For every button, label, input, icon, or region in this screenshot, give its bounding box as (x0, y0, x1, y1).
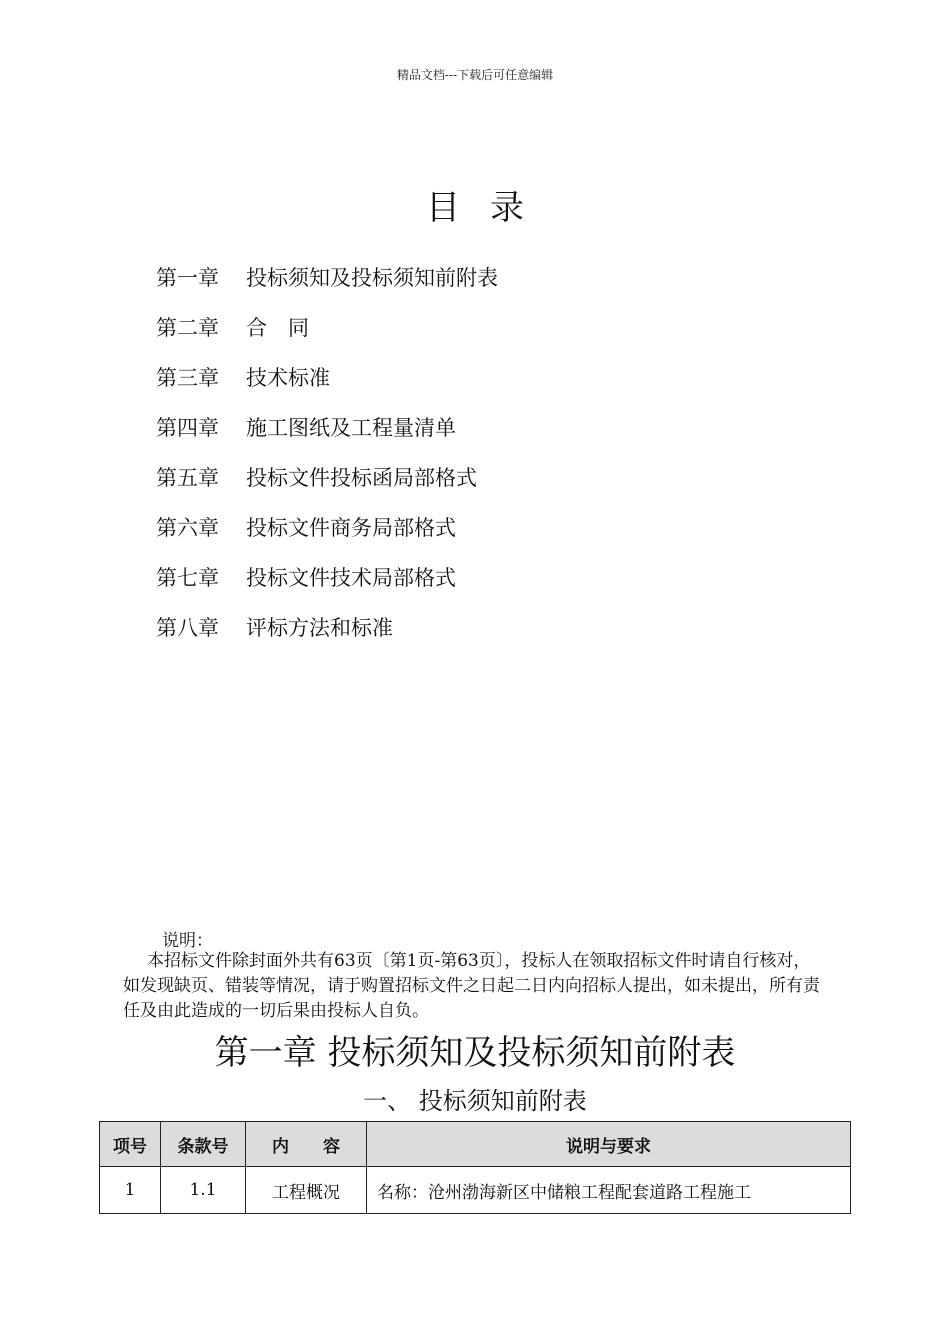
toc-chapter-title: 合 同 (246, 316, 309, 340)
toc-chapter-title: 施工图纸及工程量清单 (246, 416, 456, 440)
toc-chapter-number: 第八章 (156, 616, 219, 640)
toc-item (156, 462, 498, 512)
column-header-clause-no: 条款号 (161, 1122, 246, 1167)
toc-item (156, 562, 498, 612)
page-header: 精品文档---下载后可任意编辑 (396, 68, 554, 82)
toc-chapter-title: 投标须知及投标须知前附表 (246, 266, 498, 290)
column-header-item-no: 项号 (100, 1122, 161, 1167)
toc-chapter-number: 第二章 (156, 316, 219, 340)
toc-chapter-title: 投标文件技术局部格式 (246, 566, 456, 590)
cell-clause-no: 1.1 (161, 1167, 246, 1214)
note-text: 本招标文件除封面外共有63页〔第1页-第63页〕，投标人在领取招标文件时请自行核对，如发现缺页、错装等情况，请于购置招标文件之日起二日内向招标人提出，如未提出，所有责任及由此造成的一切后果由投标人自负。 (123, 951, 820, 1021)
cell-content: 工程概况 (246, 1167, 367, 1214)
toc-item (156, 512, 498, 562)
toc-title: 目录 (426, 188, 554, 228)
toc-chapter-number: 第六章 (156, 516, 219, 540)
toc-chapter-number: 第五章 (156, 466, 219, 490)
toc-chapter-title: 投标文件投标函局部格式 (246, 466, 477, 490)
toc-item (156, 312, 498, 362)
toc-item (156, 362, 498, 412)
cell-item-no: 1 (100, 1167, 161, 1214)
note-label: 说明： (162, 931, 213, 951)
requirements-table (99, 1121, 851, 1214)
column-header-description: 说明与要求 (367, 1122, 851, 1167)
toc-item (156, 262, 498, 312)
table-header-row (100, 1122, 851, 1167)
toc-chapter-number: 第七章 (156, 566, 219, 590)
table-row (100, 1167, 851, 1214)
toc-item (156, 612, 498, 662)
section-title: 一、 投标须知前附表 (363, 1087, 587, 1115)
toc-chapter-title: 投标文件商务局部格式 (246, 516, 456, 540)
toc-chapter-title: 评标方法和标准 (246, 616, 393, 640)
toc-chapter-number: 第四章 (156, 416, 219, 440)
toc-chapter-title: 技术标准 (246, 366, 330, 390)
chapter-title: 第一章 投标须知及投标须知前附表 (214, 1033, 736, 1073)
column-header-content: 内 容 (246, 1122, 367, 1167)
toc-chapter-number: 第三章 (156, 366, 219, 390)
toc-chapter-number: 第一章 (156, 266, 219, 290)
toc-item (156, 412, 498, 462)
cell-description: 名称：沧州渤海新区中储粮工程配套道路工程施工 (367, 1167, 851, 1214)
table-of-contents (156, 262, 498, 662)
